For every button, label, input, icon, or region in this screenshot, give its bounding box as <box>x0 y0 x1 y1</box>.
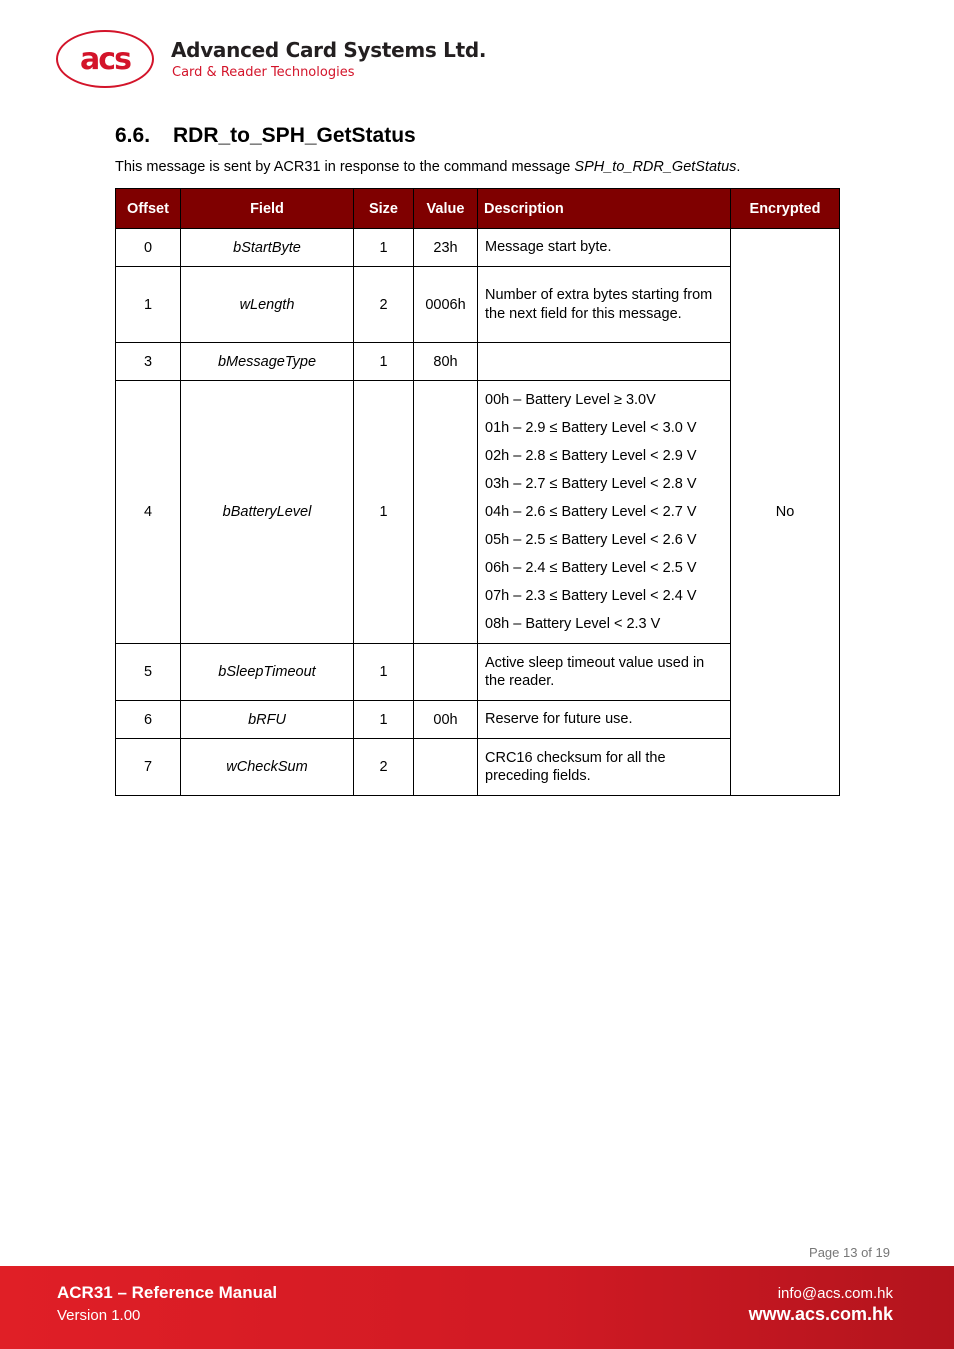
cell-size: 2 <box>354 267 414 343</box>
cell-offset: 4 <box>116 381 181 644</box>
battery-level-line: 06h – 2.4 ≤ Battery Level < 2.5 V <box>485 560 697 576</box>
cell-field: bBatteryLevel <box>181 381 354 644</box>
cell-value: 00h <box>414 701 478 739</box>
cell-value <box>414 644 478 701</box>
cell-offset: 3 <box>116 343 181 381</box>
table-row <box>116 229 840 267</box>
intro-text: This message is sent by ACR31 in response to the command message <box>115 159 575 175</box>
cell-field: wLength <box>181 267 354 343</box>
cell-field: wCheckSum <box>181 739 354 796</box>
column-header-value: Value <box>414 189 478 229</box>
footer-version: Version 1.00 <box>57 1307 141 1324</box>
cell-offset: 0 <box>116 229 181 267</box>
cell-description: Message start byte. <box>478 229 731 267</box>
table-header-row <box>116 189 840 229</box>
cell-field: bRFU <box>181 701 354 739</box>
cell-description: Active sleep timeout value used in the reader. <box>478 644 731 701</box>
page-number: Page 13 of 19 <box>809 1245 890 1260</box>
cell-value: 80h <box>414 343 478 381</box>
cell-field: bMessageType <box>181 343 354 381</box>
cell-size: 1 <box>354 343 414 381</box>
company-logo <box>56 30 487 94</box>
cell-field: bSleepTimeout <box>181 644 354 701</box>
cell-description <box>478 381 731 644</box>
battery-level-line: 01h – 2.9 ≤ Battery Level < 3.0 V <box>485 420 697 436</box>
cell-description: CRC16 checksum for all the preceding fields. <box>478 739 731 796</box>
company-tagline: Card & Reader Technologies <box>172 65 355 80</box>
cell-value <box>414 381 478 644</box>
cell-encrypted: No <box>731 229 840 796</box>
logo-mark: acs <box>80 41 130 77</box>
column-header-description: Description <box>478 189 731 229</box>
battery-level-line: 07h – 2.3 ≤ Battery Level < 2.4 V <box>485 588 697 604</box>
footer-email-link[interactable]: info@acs.com.hk <box>777 1285 893 1302</box>
company-name: Advanced Card Systems Ltd. <box>171 38 487 62</box>
cell-description: Reserve for future use. <box>478 701 731 739</box>
column-header-offset: Offset <box>116 189 181 229</box>
cell-description <box>478 343 731 381</box>
column-header-size: Size <box>354 189 414 229</box>
cell-size: 1 <box>354 701 414 739</box>
cell-offset: 1 <box>116 267 181 343</box>
footer-bar <box>0 1266 954 1349</box>
column-header-field: Field <box>181 189 354 229</box>
cell-value <box>414 739 478 796</box>
cell-value: 23h <box>414 229 478 267</box>
message-structure-table <box>115 188 840 796</box>
column-header-encrypted: Encrypted <box>731 189 840 229</box>
battery-level-line: 05h – 2.5 ≤ Battery Level < 2.6 V <box>485 532 697 548</box>
battery-level-line: 08h – Battery Level < 2.3 V <box>485 616 661 632</box>
battery-level-line: 02h – 2.8 ≤ Battery Level < 2.9 V <box>485 448 697 464</box>
cell-offset: 7 <box>116 739 181 796</box>
intro-command: SPH_to_RDR_GetStatus <box>574 159 737 175</box>
cell-offset: 6 <box>116 701 181 739</box>
battery-level-line: 04h – 2.6 ≤ Battery Level < 2.7 V <box>485 504 697 520</box>
intro-end: . <box>736 159 741 175</box>
cell-size: 2 <box>354 739 414 796</box>
intro-paragraph <box>115 159 740 175</box>
section-heading <box>115 124 416 148</box>
footer-manual-title: ACR31 – Reference Manual <box>57 1283 278 1302</box>
footer-website-link[interactable]: www.acs.com.hk <box>748 1304 893 1324</box>
cell-offset: 5 <box>116 644 181 701</box>
cell-value: 0006h <box>414 267 478 343</box>
section-title: RDR_to_SPH_GetStatus <box>173 124 416 147</box>
battery-level-line: 00h – Battery Level ≥ 3.0V <box>485 392 656 408</box>
cell-field: bStartByte <box>181 229 354 267</box>
cell-description: Number of extra bytes starting from the next field for this message. <box>478 267 731 343</box>
cell-size: 1 <box>354 381 414 644</box>
section-number: 6.6. <box>115 124 151 147</box>
cell-size: 1 <box>354 644 414 701</box>
battery-level-line: 03h – 2.7 ≤ Battery Level < 2.8 V <box>485 476 697 492</box>
cell-size: 1 <box>354 229 414 267</box>
